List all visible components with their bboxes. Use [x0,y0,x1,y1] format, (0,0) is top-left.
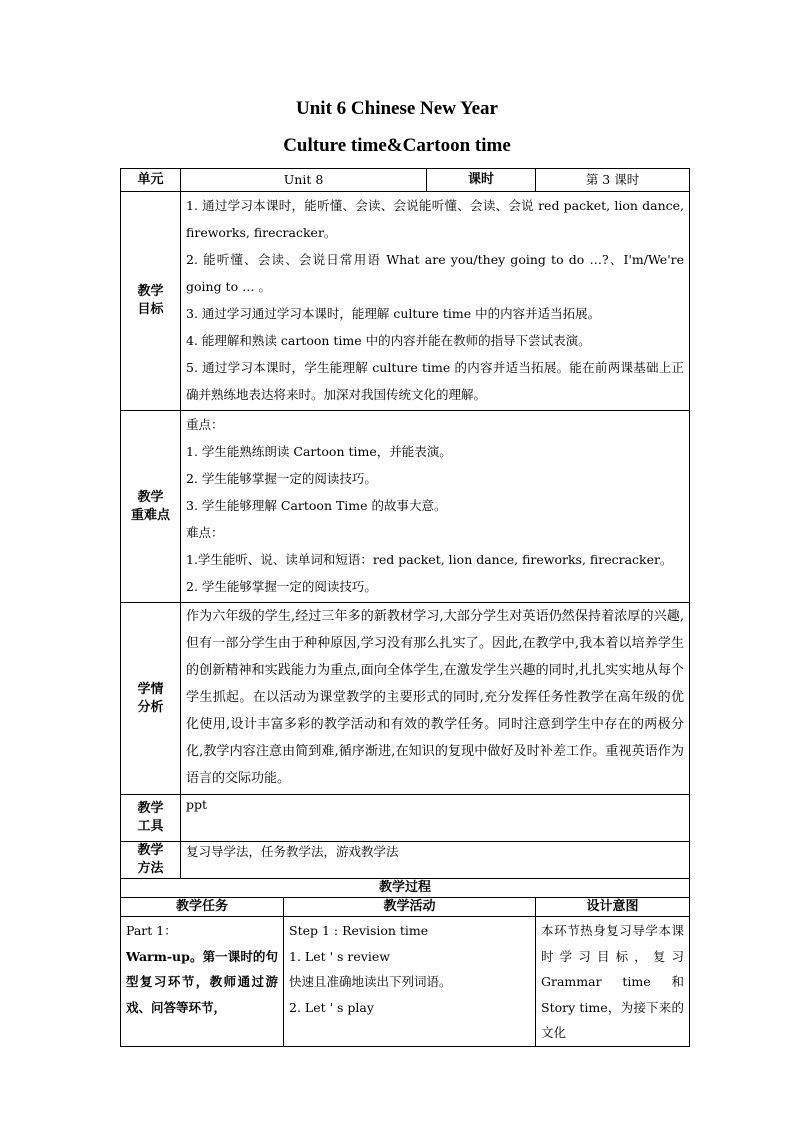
analysis-label [121,603,181,795]
objective-item: 5. 通过学习本课时，学生能理解 culture time 的内容并适当拓展。能在前两课基础上正确并熟练地表达将来时。加深对我国传统文化的理解。 [186,360,685,402]
activity-line: 1. Let ' s review [289,948,390,964]
task-part: Part 1： [126,923,177,938]
activity-line: 2. Let ' s play [289,999,374,1015]
objectives-content [181,192,690,411]
col-task-header: 教学任务 [121,898,284,917]
process-row-1 [121,917,690,1047]
page-title: Unit 6 Chinese New Year [296,98,498,119]
task-description: 第一课时的句型复习环节，教师通过游戏、问答等环节， [126,948,278,1015]
methods-row [121,842,690,879]
objective-item: 1. 通过学习本课时，能听懂、会读、会说能听懂、会读、会说 red packet, lion dance, fireworks, firecracker。 [186,198,685,240]
page-subtitle: Culture time&Cartoon time [283,135,511,156]
objective-item: 4. 能理解和熟读 cartoon time 中的内容并能在教师的指导下尝试表演。 [186,333,591,348]
lesson-plan-table [120,168,690,1047]
analysis-row [121,603,690,795]
methods-content [181,842,690,879]
task-warmup: Warm-up。 [126,948,203,964]
activity-line: 快速且准确地读出下列词语。 [289,974,452,989]
process-heading: 教学过程 [121,879,690,898]
info-row [121,169,690,192]
period-label: 课时 [427,169,536,192]
activity-cell [284,917,536,1047]
key-heading: 重点： [186,417,224,432]
intent-cell [536,917,690,1047]
intent-text: 本环节热身复习导学本课时学习目标，复习 Grammar time 和 Story time，为接下来的文化 [541,923,685,1040]
tools-row [121,795,690,842]
objective-item: 2. 能听懂、会读、会说日常用语 What are you/they going to do …?、I'm/We're going to … 。 [186,252,685,294]
tools-content [181,795,690,842]
task-cell [121,917,284,1047]
col-intent-header: 设计意图 [536,898,690,917]
process-columns-row [121,898,690,917]
difficult-item: 1.学生能听、说、读单词和短语：red packet, lion dance, fireworks, firecracker。 [186,552,673,567]
key-item: 2. 学生能够掌握一定的阅读技巧。 [186,471,377,486]
tools-label [121,795,181,842]
period-value: 第 3 课时 [536,169,690,192]
methods-label [121,842,181,879]
unit-value: Unit 8 [181,169,427,192]
key-points-label [121,411,181,603]
analysis-text: 作为六年级的学生,经过三年多的新教材学习,大部分学生对英语仍然保持着浓厚的兴趣,但有一部分学生由于种种原因,学习没有那么扎实了。因此,在教学中,我本着以培养学生的创新精神和实践能力为重点,面向全体学生,在激发学生兴趣的同时,扎扎实实地从每个学生抓起。在以活动为课堂教学的主要形式的同时,充分发挥任务性教学在高年级的优化使用,设计丰富多彩的教学活动和有效的教学任务。同时注意到学生中存在的两极分化,教学内容注意由简到难,循序渐进,在知识的复现中做好及时补差工作。重视英语作为语言的交际功能。 [186,609,685,786]
key-item: 1. 学生能熟练朗读 Cartoon time，并能表演。 [186,444,452,459]
process-heading-row [121,879,690,898]
key-points-content [181,411,690,603]
objectives-label-text: 教学 目标 [137,284,164,317]
col-activity-header: 教学活动 [284,898,536,917]
task-text [126,944,278,1021]
analysis-content [181,603,690,795]
tools-label-text: 教学 工具 [137,801,164,834]
difficult-item: 2. 学生能够掌握一定的阅读技巧。 [186,579,377,594]
objectives-row [121,192,690,411]
objectives-label [121,192,181,411]
key-points-label-text: 教学 重难点 [130,489,170,523]
unit-label: 单元 [121,169,181,192]
methods-label-text: 教学 方法 [137,843,164,876]
tools-value: ppt [186,797,208,812]
activity-line: Step 1 : Revision time [289,923,429,938]
key-points-row [121,411,690,603]
difficult-heading: 难点： [186,525,224,540]
key-item: 3. 学生能够理解 Cartoon Time 的故事大意。 [186,498,447,513]
analysis-label-text: 学情 分析 [137,681,164,715]
objective-item: 3. 通过学习通过学习本课时，能理解 culture time 中的内容并适当拓展。 [186,306,601,321]
methods-value: 复习导学法，任务教学法，游戏教学法 [186,844,399,859]
